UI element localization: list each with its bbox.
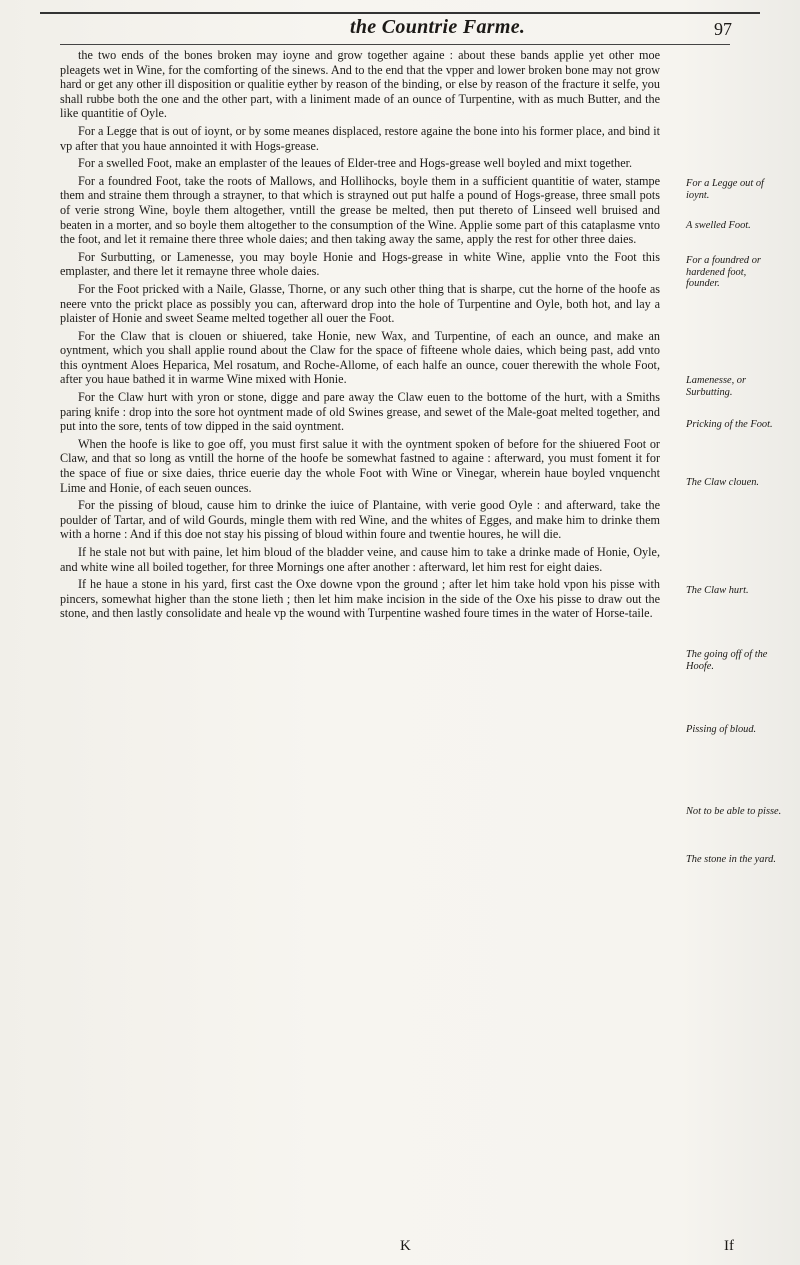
catchword: If	[724, 1238, 734, 1254]
margin-note-foundred-foot: For a foundred or hardened foot, founder.	[686, 255, 761, 290]
page-number: 97	[714, 19, 732, 39]
margin-note-pissing-of-bloud: Pissing of bloud.	[686, 724, 757, 735]
margin-note-claw-hurt: The Claw hurt.	[686, 585, 749, 596]
paragraph-stone-in-yard: If he haue a stone in his yard, first cast the Oxe downe vpon the ground ; after let him take hold vpon his pisse with pincers, somewhat higher than the stone lieth ; then let him make incision in the side of the Oxe his pisse to draw out the stone, and then lastly consolidate and heale vp the wound with Turpentine washed foure times in the water of Horse-taile.	[60, 577, 660, 621]
margin-note-lamenesse: Lamenesse, or Surbutting.	[686, 375, 747, 398]
paragraph-swelled-foot: For a swelled Foot, make an emplaster of the leaues of Elder-tree and Hogs-grease well boyled and mixt together.	[78, 156, 633, 171]
header-rule	[60, 44, 730, 45]
paragraph-pissing-of-bloud: For the pissing of bloud, cause him to drinke the iuice of Plantaine, with verie good Oyle : and afterward, take the poulder of Tartar, and of wild Gourds, mingle them with red Wine, and the whites of Egges, and make him to drinke them with a horne : And if this doe not stay his pissing of bloud within foure and twentie houres, he will die.	[60, 498, 660, 542]
paragraph-not-able-to-pisse: If he stale not but with paine, let him bloud of the bladder veine, and cause him to take a drinke made of Honie, Oyle, and white wine all boiled together, for three Mornings one after another : afterward, let him rest for eight daies.	[60, 545, 660, 574]
paragraph-claw-hurt: For the Claw hurt with yron or stone, digge and pare away the Claw euen to the bottome of the hurt, with a Smiths paring knife : drop into the sore hot oyntment made of old Swines grease, and sewet of the Male-goat melted together, and put into the sore, tents of tow dipped in the said oyntment.	[60, 390, 660, 434]
margin-note-stone-in-yard: The stone in the yard.	[686, 854, 776, 865]
paragraph-fracture: the two ends of the bones broken may ioyne and grow together againe : about these bands applie yet other moe pleagets wet in Wine, for the comforting of the sinews. And to the end that the vpper and lower broken bone may not grow hard or get any other ill disposition or qualitie eyther by reason of the binding, or else by reason of the fracture it selfe, you shall rubbe both the one and the other part, with a liniment made of an ounce of Turpentine, with as much Butter, and the like quantitie of Oyle.	[60, 48, 660, 121]
body-text	[60, 48, 660, 624]
margin-note-swelled-foot: A swelled Foot.	[686, 220, 751, 231]
paragraph-legge-out-of-ioynt: For a Legge that is out of ioynt, or by some meanes displaced, restore againe the bone into his former place, and bind it vp after that you haue annointed it with Hogs-grease.	[60, 123, 660, 153]
paragraph-foot-pricked: For the Foot pricked with a Naile, Glasse, Thorne, or any such other thing that is sharpe, cut the horne of the hoofe as neere vnto the prickt place as possibly you can, afterward drop into the hole of Turpentine and Oyle, both hot, and lay a plaister of Honie and sweet Seame melted together all ouer the Foot.	[60, 281, 660, 326]
margin-note-hoofe-going-off: The going off of the Hoofe.	[686, 649, 768, 672]
margin-note-pricking: Pricking of the Foot.	[686, 419, 773, 430]
paragraph-hoofe-going-off: When the hoofe is like to goe off, you must first salue it with the oyntment spoken of before for the shiuered Foot or Claw, and that so long as vntill the horne of the hoofe be somewhat fastned to againe : afterward, you must foment it for the space of fiue or sixe daies, thrice euerie day the whole Foot with Wine or Vinegar, wherein haue boyled vnquencht Lime and Honie, of each seuen ounces.	[60, 436, 660, 495]
margin-note-legge: For a Legge out of ioynt.	[686, 178, 764, 201]
running-head: the Countrie Farme.	[350, 16, 526, 38]
margin-note-not-able-to-pisse: Not to be able to pisse.	[686, 806, 782, 817]
paragraph-claw-clouen: For the Claw that is clouen or shiuered, take Honie, new Wax, and Turpentine, of each an ounce, and make an oyntment, which you shall applie round about the Claw for the space of fifteene whole daies, which being past, add vnto this oyntment Aloes Heparica, Mel rosatum, and Roche-Allome, of each halfe an ounce, couer therewith the whole Foot, after you haue bathed it in warme Wine mixed with Honie.	[60, 328, 660, 387]
margin-note-claw-clouen: The Claw clouen.	[686, 477, 760, 488]
signature-mark: K	[400, 1238, 411, 1254]
paragraph-foundred-foot: For a foundred Foot, take the roots of Mallows, and Hollihocks, boyle them in a sufficient quantitie of water, stampe them and straine them through a strayner, to that which is strayned out put halfe a pound of Hogs-grease, three small pots of verie strong Wine, boyle them altogether, vntill the grease be melted, then put thereto of Linseed well bruised and beaten in a morter, and so boyle them altogether to the consumption of the Wine. Applie some part of this cataplasme vnto the foot, and let it remaine there three whole daies; and then taking away the same, apply the rest for other three daies.	[60, 173, 660, 247]
paragraph-surbutting: For Surbutting, or Lamenesse, you may boyle Honie and Hogs-grease in white Wine, applie vnto the Foot this emplaster, and there let it remayne three whole daies.	[60, 249, 660, 279]
page-footer	[60, 1238, 740, 1258]
